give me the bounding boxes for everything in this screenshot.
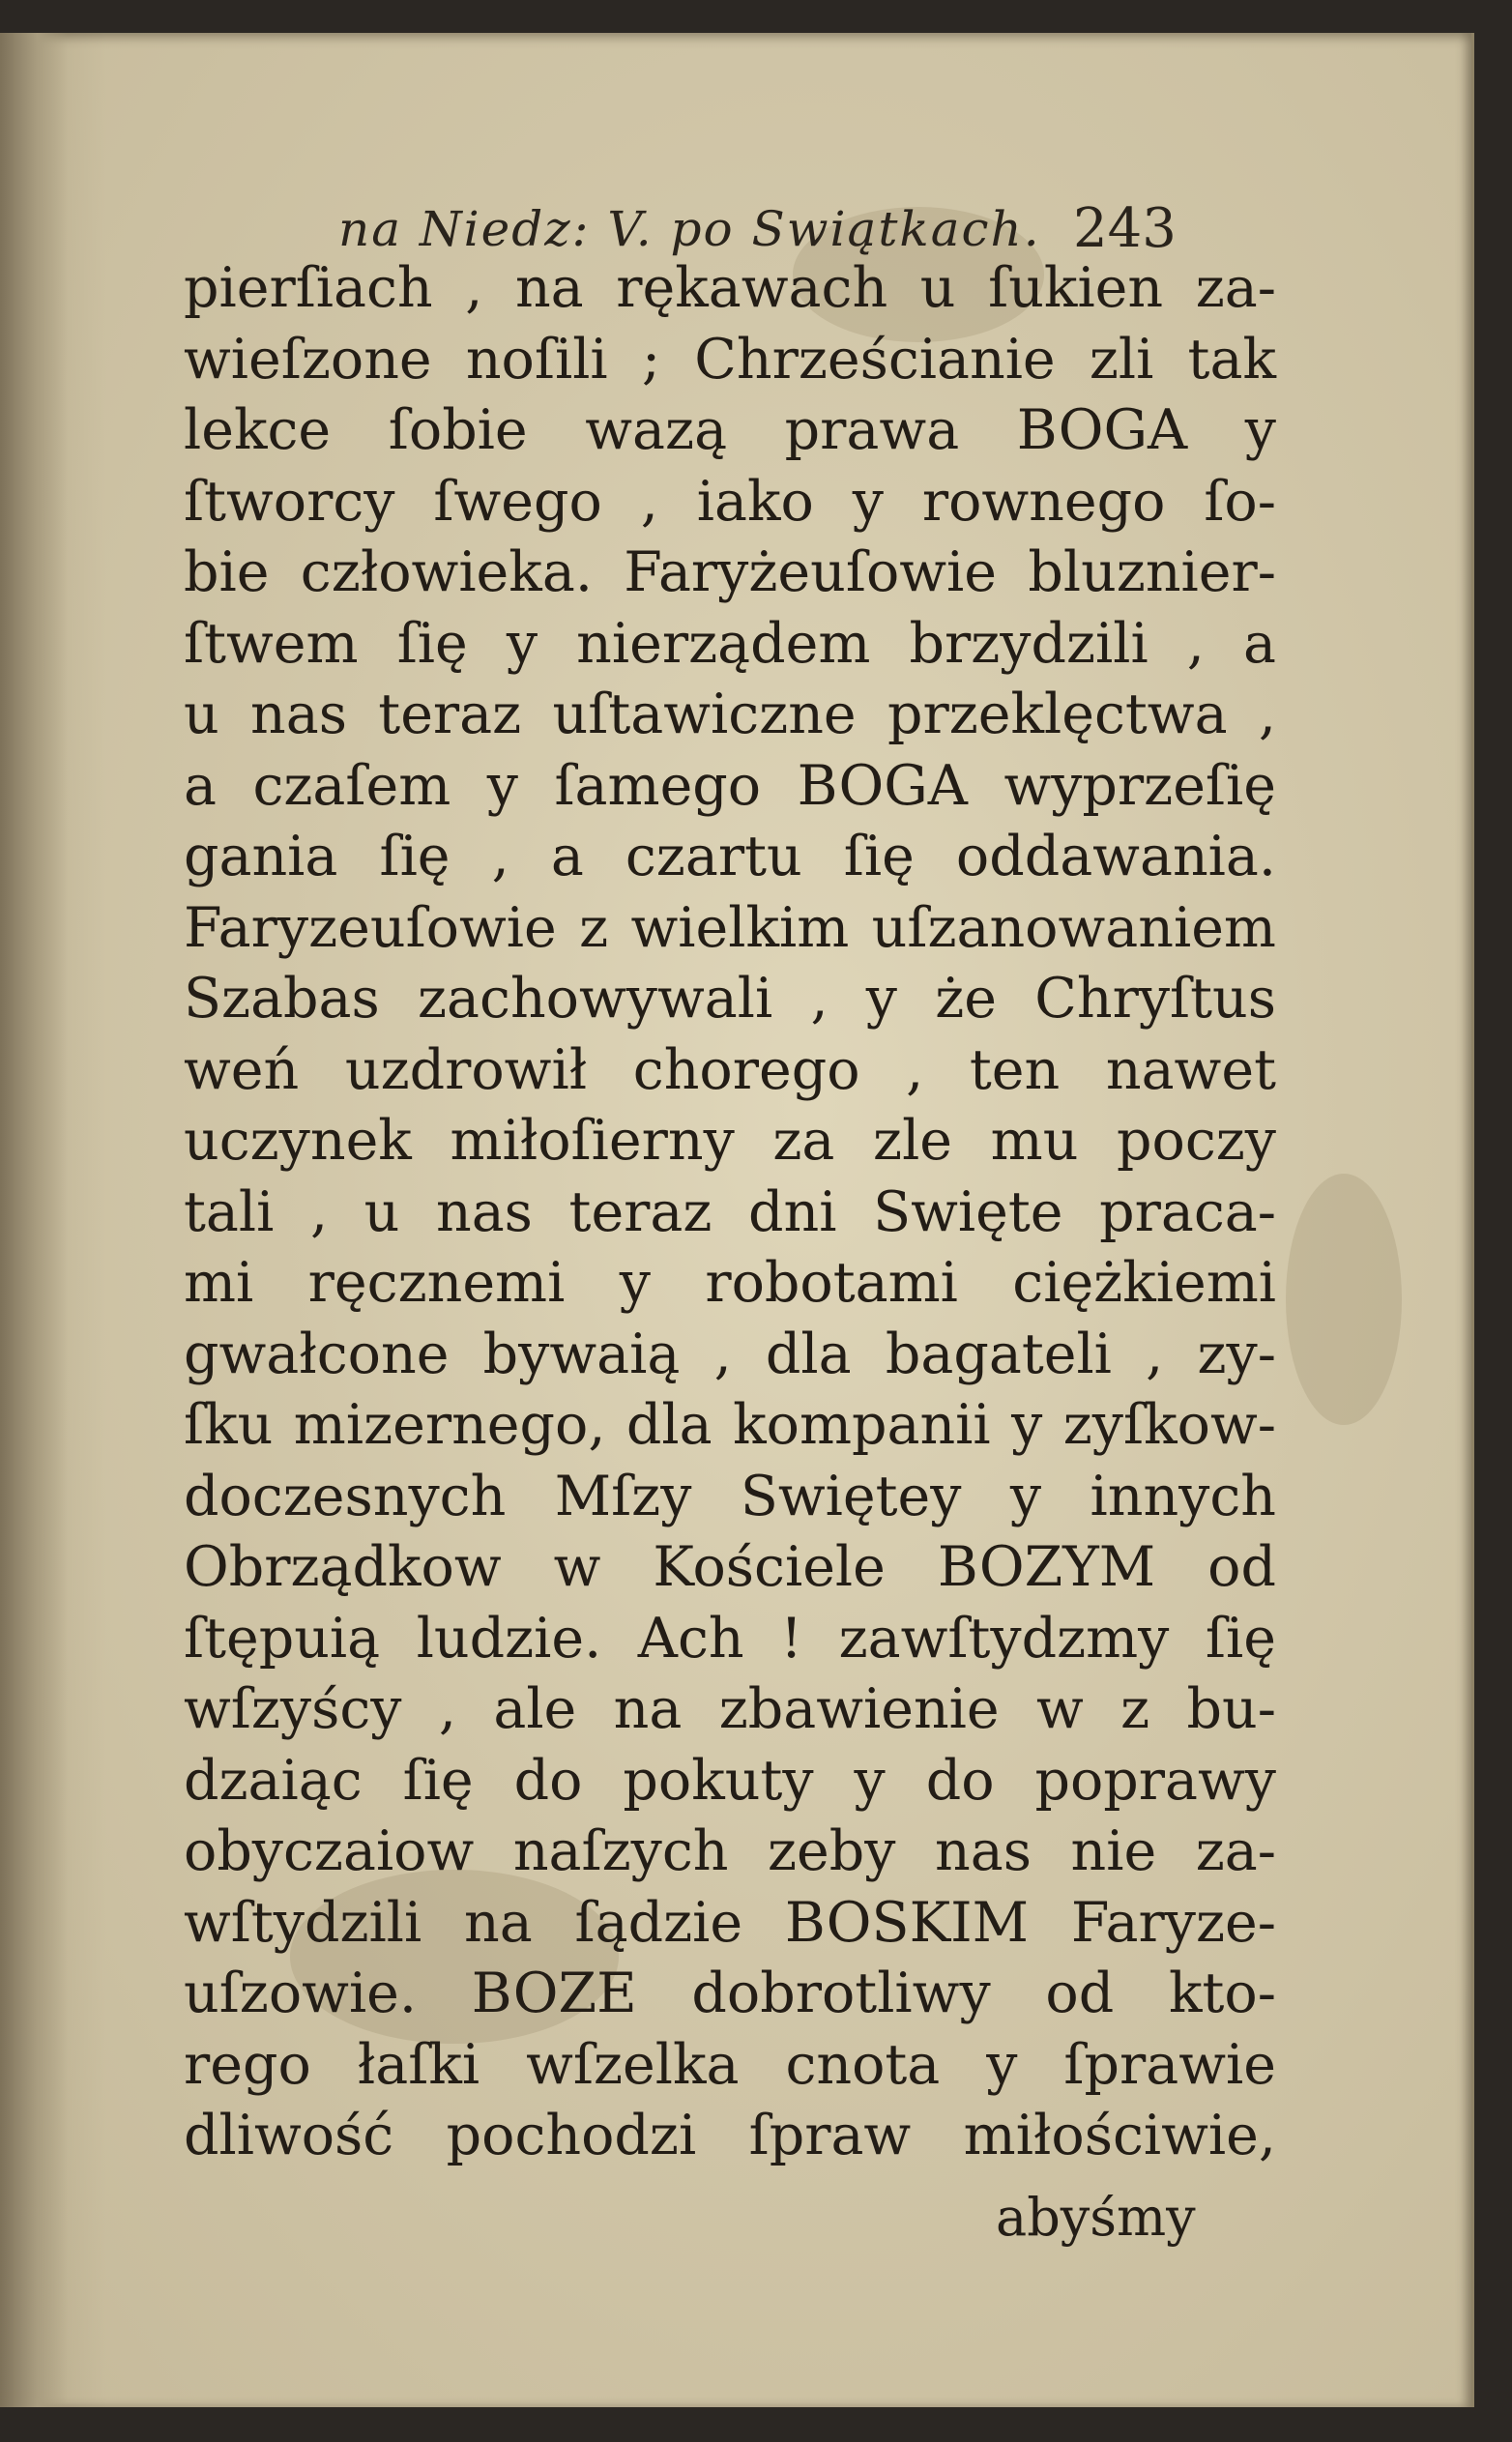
text-line: obyczaiow naſzych zeby nas nie za- [184,1819,1276,1883]
text-line: Szabas zachowywali , y że Chryſtus [184,967,1276,1031]
paper-stain [1286,1174,1402,1425]
text-line: uczynek miłoſierny za zle mu poczy [184,1109,1276,1173]
text-line: uſzowie. BOZE dobrotliwy od kto- [184,1962,1276,2025]
catchword: abyśmy [996,2187,1196,2248]
text-line: wſzyścy , ale na zbawienie w z bu- [184,1677,1276,1741]
text-line: pierſiach , na rękawach u ſukien za- [184,256,1276,320]
text-line: mi ręcznemi y robotami ciężkiemi [184,1251,1276,1315]
page-number: 243 [1073,197,1177,260]
text-line: ſtworcy ſwego , iako y rownego ſo- [184,469,1276,534]
text-line: gwałcone bywaią , dla bagateli , zy- [184,1322,1276,1386]
text-line: ſtępuią ludzie. Ach ! zawſtydzmy ſię [184,1606,1276,1671]
text-line: wſtydzili na ſądzie BOSKIM Faryze- [184,1890,1276,1955]
text-line: tali , u nas teraz dni Swięte praca- [184,1179,1276,1244]
body-text [184,253,1276,2172]
text-line: dliwość pochodzi ſpraw miłościwie, [184,2104,1276,2167]
text-line: Faryzeuſowie z wielkim uſzanowaniem [184,895,1276,960]
text-line: ſtwem ſię y nierządem brzydzili , a [184,611,1276,676]
text-line: weń uzdrowił chorego , ten nawet [184,1037,1276,1102]
text-line: doczesnych Mſzy Swiętey y innych [184,1464,1276,1528]
text-line: ſku mizernego, dla kompanii y zyſkow- [184,1393,1276,1457]
text-line: gania ſię , a czartu ſię oddawania. [184,825,1276,888]
text-line: lekce ſobie wazą prawa BOGA y [184,398,1276,462]
text-line: a czaſem y ſamego BOGA wyprzeſię [184,753,1276,818]
text-line: u nas teraz uſtawiczne przeklęctwa , [184,683,1276,746]
page-gutter [0,33,68,2407]
text-line: wieſzone noſili ; Chrześcianie zli tak [184,327,1276,392]
text-line: bie człowieka. Faryżeuſowie bluznier- [184,540,1276,604]
text-line: Obrządkow w Kościele BOZYM od [184,1535,1276,1599]
text-line: rego łaſki wſzelka cnota y ſprawie [184,2032,1276,2097]
running-head-title: na Niedz: V. po Swiątkach. [338,201,1041,257]
text-line: dzaiąc ſię do pokuty y do poprawy [184,1748,1276,1813]
